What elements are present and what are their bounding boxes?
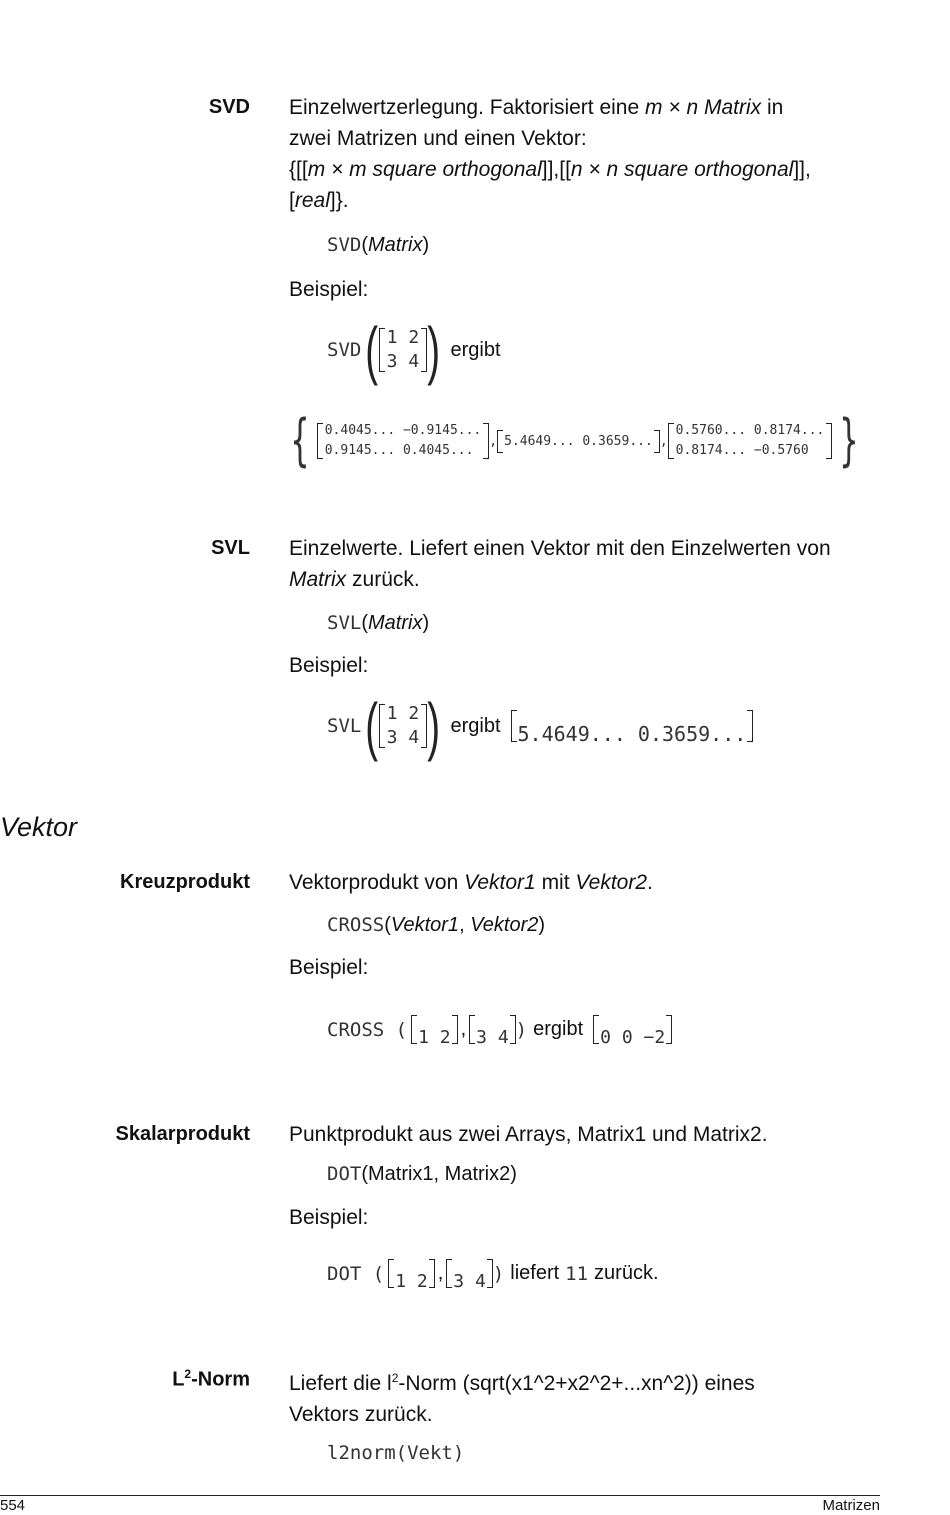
svd-desc-text: Einzelwertzerlegung. Faktorisiert eine xyxy=(289,96,640,119)
svd-result-matrix-v xyxy=(668,421,833,461)
svl-syntax-arg: Matrix xyxy=(368,612,423,634)
svd-desc-text: [ xyxy=(289,189,295,212)
skalarprodukt-example-label: Beispiel: xyxy=(289,1206,369,1229)
skalar-syntax-args: (Matrix1, Matrix2) xyxy=(361,1163,517,1185)
kreuzprodukt-label: Kreuzprodukt xyxy=(120,871,250,893)
svd-syntax-arg: Matrix xyxy=(368,234,423,256)
svd-syntax-fn: SVD xyxy=(327,234,362,256)
skalar-example-close: ) xyxy=(492,1262,505,1285)
matrix-row: 1 2 xyxy=(386,703,420,724)
svl-example-matrix xyxy=(379,702,428,750)
brace-close: } xyxy=(839,408,859,473)
brace-open: { xyxy=(290,408,310,473)
l2-label-text: -Norm xyxy=(191,1368,250,1391)
skalarprodukt-syntax xyxy=(327,1163,517,1186)
matrix-row: 3 4 xyxy=(386,727,420,748)
svd-desc-text: ]], xyxy=(793,158,811,181)
l2-desc-sup: 2 xyxy=(391,1371,399,1385)
svd-result: { 0.4045... −0.9145... 0.9145... 0.4045... , 5.4649... 0.3659... , 0.5760... 0.8174... 0.8174... −0.5760 } xyxy=(290,408,859,473)
kreuz-example-vector-1 xyxy=(411,1019,458,1048)
svd-result-vector xyxy=(497,434,660,449)
matrix-row: 1 2 xyxy=(386,327,420,348)
l2-desc-text: -Norm (sqrt(x1^2+x2^2+...xn^2)) eines xyxy=(398,1372,755,1395)
l2norm-syntax: l2norm(Vekt) xyxy=(327,1442,465,1464)
vector-values: 1 2 xyxy=(418,1027,451,1048)
kreuzprodukt-example: CROSS ( 1 2 , 3 4 ) ergibt 0 0 −2 xyxy=(327,1018,672,1041)
vector-values: 1 2 xyxy=(395,1271,428,1292)
paren-close: ) xyxy=(427,314,441,386)
kreuzprodukt-syntax: CROSS(Vektor1, Vektor2) xyxy=(327,914,546,936)
skalar-example-tail: zurück. xyxy=(594,1262,659,1284)
kreuz-example-vector-2 xyxy=(469,1019,516,1048)
svl-example-label: Beispiel: xyxy=(289,654,369,677)
kreuz-example-word: ergibt xyxy=(533,1018,584,1040)
vector-values: 0 0 −2 xyxy=(600,1027,666,1048)
svd-desc-italic: m × m square orthogonal xyxy=(307,158,542,181)
kreuz-syntax-arg: Vektor2 xyxy=(470,914,539,936)
svd-desc-text: ]}. xyxy=(329,189,349,212)
kreuz-desc-text: . xyxy=(647,871,653,894)
skalar-example-vector-2 xyxy=(446,1263,493,1292)
svd-syntax: SVD(Matrix) xyxy=(327,234,430,256)
section-heading: Vektor xyxy=(0,812,78,842)
svd-desc-italic: m × n Matrix xyxy=(645,96,762,119)
kreuz-result-vector xyxy=(593,1019,672,1048)
svd-example-word: ergibt xyxy=(450,338,501,361)
kreuz-syntax-arg: Vektor1 xyxy=(390,914,460,936)
svl-result-vector xyxy=(511,714,754,746)
svd-desc-text: zwei Matrizen und einen Vektor: xyxy=(289,127,587,150)
kreuz-example-fn: CROSS ( xyxy=(327,1018,408,1041)
l2norm-description xyxy=(289,1363,889,1430)
svd-desc-text: in xyxy=(766,96,784,119)
vector-values: 3 4 xyxy=(453,1271,486,1292)
l2-desc-text: Liefert die l xyxy=(289,1372,392,1395)
svd-example-fn: SVD xyxy=(327,339,362,361)
skalarprodukt-label: Skalarprodukt xyxy=(115,1123,250,1145)
kreuzprodukt-example-label: Beispiel: xyxy=(289,956,369,979)
svd-label: SVD xyxy=(208,96,250,118)
matrix-row: 3 4 xyxy=(386,351,420,372)
skalarprodukt-description: Punktprodukt aus zwei Arrays, Matrix1 und Matrix2. xyxy=(289,1123,768,1146)
paren-open: ( xyxy=(365,314,379,386)
vector-values: 3 4 xyxy=(476,1027,509,1048)
kreuz-desc-text: mit xyxy=(541,871,570,894)
svd-example-label: Beispiel: xyxy=(289,278,369,301)
skalar-syntax-fn: DOT xyxy=(327,1163,362,1185)
svl-syntax-fn: SVL xyxy=(327,612,362,634)
skalar-example-word: liefert xyxy=(510,1262,560,1284)
kreuz-syntax-fn: CROSS xyxy=(327,914,385,936)
svl-label: SVL xyxy=(211,537,250,559)
matrix-row: 0.5760... 0.8174... xyxy=(675,423,825,438)
svl-syntax: SVL(Matrix) xyxy=(327,612,430,634)
svl-example-fn: SVL xyxy=(327,715,362,737)
svd-description xyxy=(289,92,889,216)
matrix-row: 0.8174... −0.5760 xyxy=(675,443,809,458)
matrix-row: 0.4045... −0.9145... xyxy=(324,423,482,438)
kreuz-desc-italic: Vektor1 xyxy=(464,871,536,894)
skalar-example-value: 11 xyxy=(565,1262,589,1285)
page-number: 554 xyxy=(0,1497,26,1514)
svd-desc-italic: real xyxy=(294,189,330,212)
footer-section-title: Matrizen xyxy=(822,1497,880,1514)
l2-label-text: L xyxy=(172,1368,185,1391)
svd-example-matrix xyxy=(379,326,428,374)
kreuz-example-close: ) xyxy=(515,1018,528,1041)
skalarprodukt-example: DOT ( 1 2 , 3 4 ) liefert 11 zurück. xyxy=(327,1262,659,1292)
svl-example-word: ergibt xyxy=(450,714,501,737)
svd-result-matrix-u xyxy=(317,421,490,461)
svd-desc-italic: n × n square orthogonal xyxy=(570,158,794,181)
svd-desc-text: ]],[[ xyxy=(541,158,571,181)
svd-example xyxy=(327,314,501,386)
paren-close: ) xyxy=(427,690,441,762)
svl-desc-italic: Matrix xyxy=(289,568,347,591)
vector-values: 5.4649... 0.3659... xyxy=(504,433,653,449)
matrix-row: 0.9145... 0.4045... xyxy=(324,443,474,458)
svl-desc-text: Einzelwerte. Liefert einen Vektor mit den Einzelwerten von xyxy=(289,537,831,560)
l2-desc-text: Vektors zurück. xyxy=(289,1403,433,1426)
skalar-example-vector-1 xyxy=(388,1263,435,1292)
kreuzprodukt-description xyxy=(289,867,889,898)
vector-values: 5.4649... 0.3659... xyxy=(517,722,747,746)
svd-desc-text: {[[ xyxy=(289,158,308,181)
svl-desc-text: zurück. xyxy=(352,568,420,591)
kreuz-desc-text: Vektorprodukt von xyxy=(289,871,459,894)
footer-divider xyxy=(0,1495,880,1496)
paren-open: ( xyxy=(365,690,379,762)
svl-example xyxy=(327,690,753,762)
l2norm-label xyxy=(172,1367,250,1392)
svl-description xyxy=(289,533,889,595)
l2-label-sup: 2 xyxy=(184,1367,192,1381)
skalar-example-fn: DOT ( xyxy=(327,1262,385,1285)
kreuz-desc-italic: Vektor2 xyxy=(575,871,647,894)
